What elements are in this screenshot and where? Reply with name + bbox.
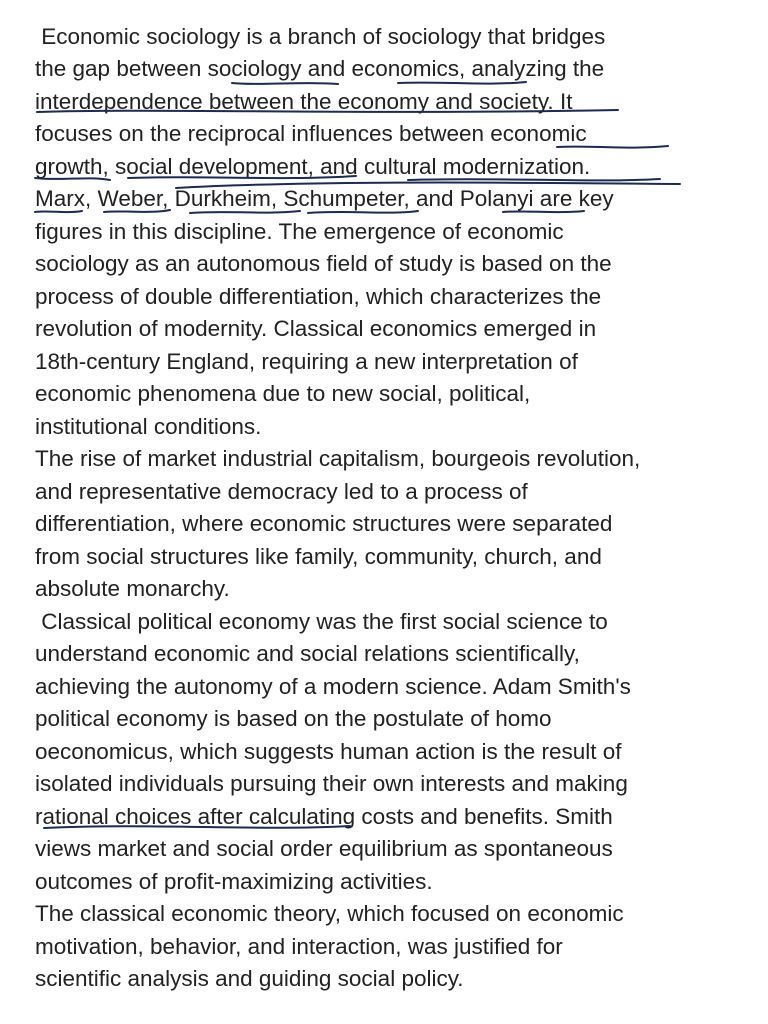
text-line: differentiation, where economic structures were separated xyxy=(35,511,613,536)
text-line: growth, social development, and cultural modernization. xyxy=(35,154,591,179)
text-line: sociology as an autonomous field of study is based on the xyxy=(35,251,612,276)
text-line: understand economic and social relations scientifically, xyxy=(35,641,580,666)
text-line: The classical economic theory, which focused on economic xyxy=(35,901,624,926)
text-line: interdependence between the economy and society. It xyxy=(35,89,573,114)
text-line: Marx, Weber, Durkheim, Schumpeter, and Polanyi are key xyxy=(35,186,614,211)
text-line: oeconomicus, which suggests human action is the result of xyxy=(35,739,622,764)
text-line: economic phenomena due to new social, political, xyxy=(35,381,531,406)
text-line: focuses on the reciprocal influences between economic xyxy=(35,121,587,146)
text-line: isolated individuals pursuing their own interests and making xyxy=(35,771,628,796)
text-line: rational choices after calculating costs and benefits. Smith xyxy=(35,804,613,829)
text-line: motivation, behavior, and interaction, was justified for xyxy=(35,934,563,959)
text-line: figures in this discipline. The emergence of economic xyxy=(35,219,564,244)
text-line: process of double differentiation, which characterizes the xyxy=(35,284,602,309)
text-line: scientific analysis and guiding social policy. xyxy=(35,966,464,991)
text-line: and representative democracy led to a process of xyxy=(35,479,528,504)
text-line: from social structures like family, community, church, and xyxy=(35,544,602,569)
text-line: Economic sociology is a branch of sociology that bridges xyxy=(35,24,606,49)
text-line: revolution of modernity. Classical economics emerged in xyxy=(35,316,597,341)
text-line: achieving the autonomy of a modern science. Adam Smith's xyxy=(35,674,631,699)
text-line: political economy is based on the postulate of homo xyxy=(35,706,552,731)
text-line: views market and social order equilibrium as spontaneous xyxy=(35,836,613,861)
text-line: institutional conditions. xyxy=(35,414,262,439)
text-line: 18th-century England, requiring a new interpretation of xyxy=(35,349,578,374)
text-line: the gap between sociology and economics, analyzing the xyxy=(35,56,605,81)
text-line: Classical political economy was the first social science to xyxy=(35,609,608,634)
text-line: outcomes of profit-maximizing activities. xyxy=(35,869,433,894)
text-line: The rise of market industrial capitalism, bourgeois revolution, xyxy=(35,446,641,471)
text-line: absolute monarchy. xyxy=(35,576,230,601)
